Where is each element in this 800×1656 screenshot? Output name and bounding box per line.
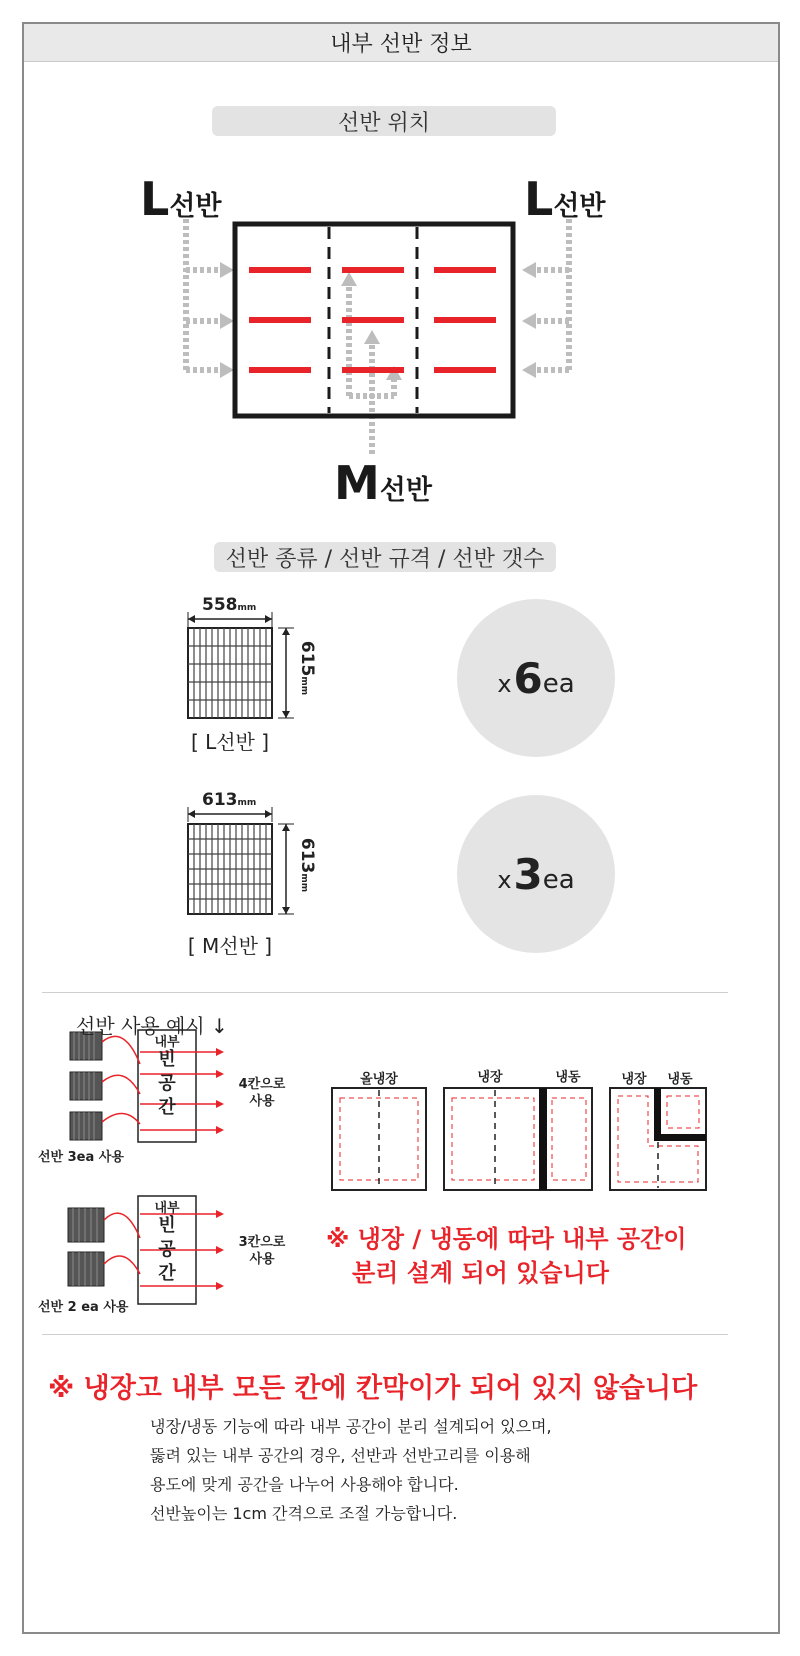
layout3-partition-vertical <box>654 1088 661 1138</box>
section-divider-1 <box>42 992 728 993</box>
usage1-result-line1: 4칸으로 <box>238 1077 286 1092</box>
l-width-label <box>202 595 256 615</box>
separation-note-line2: 분리 설계 되어 있습니다 <box>352 1259 609 1287</box>
right-shelf-suffix: 선반 <box>553 191 606 222</box>
l-height-label <box>293 639 317 697</box>
l-shelf-count-badge <box>457 599 615 757</box>
usage2-box-chars <box>138 1214 196 1286</box>
mini-shelf-1c <box>70 1112 102 1140</box>
left-shelf-suffix: 선반 <box>169 191 222 222</box>
right-arrowhead-3 <box>522 362 536 378</box>
bottom-shelf-letter: M <box>334 456 380 510</box>
left-arrowhead-2 <box>220 313 234 329</box>
layout3-partition-horizontal <box>654 1134 706 1141</box>
l-height-value: 615 <box>297 640 317 677</box>
l-count-unit: ea <box>542 669 575 699</box>
notice-line-3: 용도에 맞게 공간을 나누어 사용해야 합니다. <box>150 1475 459 1494</box>
usage1-char-1: 빈 <box>158 1049 176 1070</box>
usage-section-title: 선반 사용 예시 ↓ <box>76 1014 228 1038</box>
usage1-result <box>230 1076 294 1110</box>
m-width-unit: mm <box>237 798 257 808</box>
m-width-label <box>202 790 256 810</box>
right-arrowhead-1 <box>522 262 536 278</box>
usage2-result-line2: 사용 <box>249 1252 275 1267</box>
left-shelf-letter: L <box>140 172 170 226</box>
l-width-unit: mm <box>237 603 257 613</box>
usage2-char-2: 공 <box>158 1239 176 1260</box>
layout2-partition <box>539 1088 547 1190</box>
position-section-title-text: 선반 위치 <box>337 110 430 136</box>
usage1-caption: 선반 3ea 사용 <box>38 1150 124 1165</box>
mini-shelf-1b <box>70 1072 102 1100</box>
m-count-prefix: x <box>497 866 512 894</box>
m-width-arrow-left <box>188 810 195 818</box>
bottom-arrowhead-1 <box>341 272 357 286</box>
info-panel <box>22 22 780 1634</box>
left-arrowhead-3 <box>220 362 234 378</box>
spec-section-title-text: 선반 종류 / 선반 규격 / 선반 갯수 <box>225 546 545 572</box>
usage1-curve-1 <box>102 1036 140 1064</box>
m-width-value: 613 <box>202 790 238 810</box>
usage1-curve-2 <box>102 1075 140 1094</box>
bottom-shelf-suffix: 선반 <box>379 475 432 506</box>
l-count-prefix: x <box>497 670 512 698</box>
m-count-value: 3 <box>513 849 543 899</box>
usage2-caption: 선반 2 ea 사용 <box>38 1300 129 1315</box>
layout3-label-freezer: 냉동 <box>667 1072 693 1087</box>
m-height-label <box>293 836 317 894</box>
separation-note-line1: ※ 냉장 / 냉동에 따라 내부 공간이 <box>326 1225 687 1253</box>
usage1-char-2: 공 <box>158 1073 176 1094</box>
usage2-curve-2 <box>104 1256 140 1274</box>
usage1-curve-3 <box>102 1113 140 1124</box>
usage2-result <box>230 1234 294 1268</box>
usage2-curve-1 <box>104 1213 140 1238</box>
notice-line-1: 냉장/냉동 기능에 따라 내부 공간이 분리 설계되어 있으며, <box>150 1417 552 1436</box>
usage1-box-label: 내부 <box>154 1035 180 1050</box>
layout2-box <box>444 1088 592 1190</box>
usage1-result-line2: 사용 <box>249 1094 275 1109</box>
usage1-char-3: 간 <box>158 1097 176 1118</box>
page-title-text: 내부 선반 정보 <box>330 32 472 57</box>
layout-fridge-freezer <box>444 1088 592 1190</box>
usage2-result-line1: 3칸으로 <box>238 1235 286 1250</box>
notice-line-2: 뚫려 있는 내부 공간의 경우, 선반과 선반고리를 이용해 <box>150 1446 531 1465</box>
mini-shelf-2a <box>68 1208 104 1242</box>
m-height-arrow-top <box>282 824 290 831</box>
m-shelf-illustration <box>188 807 294 914</box>
mini-shelf-2b <box>68 1252 104 1286</box>
l-height-unit: mm <box>299 676 309 696</box>
layout2-label-freezer: 냉동 <box>555 1070 581 1085</box>
notice-line-4: 선반높이는 1cm 간격으로 조절 가능합니다. <box>150 1504 458 1523</box>
m-shelf-caption: [ M선반 ] <box>187 934 273 958</box>
l-height-arrow-bottom <box>282 711 290 718</box>
m-height-unit: mm <box>299 873 309 893</box>
notice-description <box>150 1412 552 1528</box>
l-count-value: 6 <box>513 653 543 703</box>
usage2-char-1: 빈 <box>158 1215 176 1236</box>
usage2-char-3: 간 <box>158 1263 176 1284</box>
m-width-arrow-right <box>265 810 272 818</box>
layout2-label-fridge: 냉장 <box>477 1070 503 1085</box>
l-width-arrow-right <box>265 615 272 623</box>
bottom-arrowhead-2 <box>364 330 380 344</box>
l-width-value: 558 <box>202 595 238 615</box>
l-width-arrow-left <box>188 615 195 623</box>
left-arrowhead-1 <box>220 262 234 278</box>
separation-note <box>326 1222 686 1290</box>
m-shelf-count-badge <box>457 795 615 953</box>
usage1-box-chars <box>138 1048 196 1120</box>
notice-title: ※ 냉장고 내부 모든 칸에 칸막이가 되어 있지 않습니다 <box>48 1373 698 1404</box>
layout-all-fridge <box>332 1088 426 1190</box>
layout1-label: 올냉장 <box>360 1072 398 1087</box>
m-count-unit: ea <box>542 865 575 895</box>
section-divider-2 <box>42 1334 728 1335</box>
m-height-arrow-bottom <box>282 907 290 914</box>
l-shelf-illustration <box>188 612 294 718</box>
layout-mixed <box>610 1088 706 1190</box>
layout3-label-fridge: 냉장 <box>621 1072 647 1087</box>
l-shelf-caption: [ L선반 ] <box>190 730 270 754</box>
l-height-arrow-top <box>282 628 290 635</box>
right-arrowhead-2 <box>522 313 536 329</box>
right-shelf-letter: L <box>524 172 554 226</box>
usage2-box-label: 내부 <box>154 1201 180 1216</box>
spec-section-title <box>214 542 556 572</box>
m-height-value: 613 <box>297 837 317 874</box>
